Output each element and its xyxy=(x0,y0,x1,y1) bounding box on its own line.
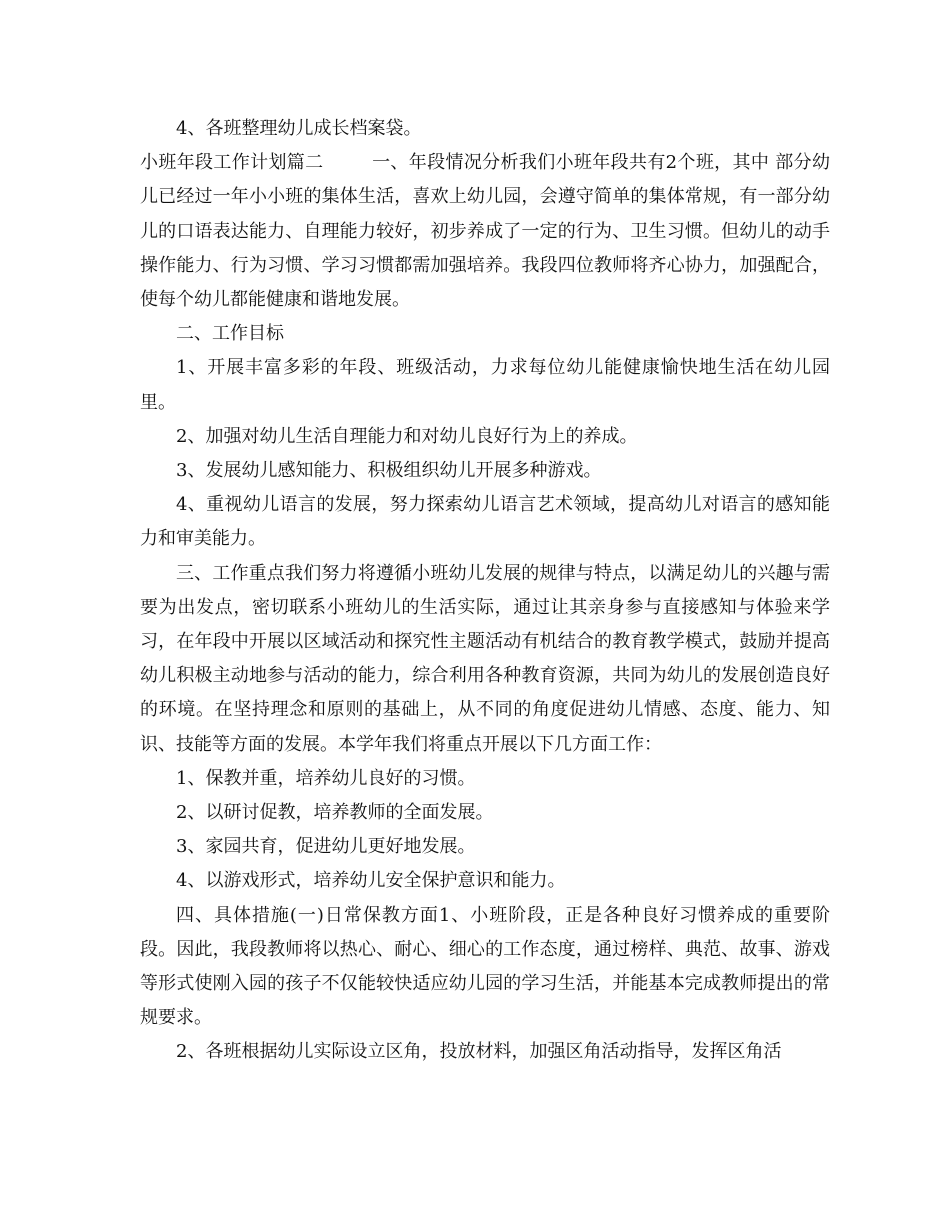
paragraph-focus-2: 2、以研讨促教，培养教师的全面发展。 xyxy=(176,802,494,824)
paragraph-goal-1: 1、开展丰富多彩的年段、班级活动，力求每位幼儿能健康愉快地生活在幼儿园里。 xyxy=(140,357,830,413)
paragraph-situation-analysis: 小班年段工作计划篇二 一、年段情况分析我们小班年段共有2个班，其中 部分幼儿已经过一年小小班的集体生活，喜欢上幼儿园，会遵守简单的集体常规，有一部分幼儿的口语表达能力、自理能力较好，初步养成了一定的行为、卫生习惯。但幼儿的动手操作能力、行为习惯、学习习惯都需加强培养。我段四位教师将齐心协力，加强配合，使每个幼儿都能健康和谐地发展。 xyxy=(140,152,830,311)
paragraph-goal-3: 3、发展幼儿感知能力、积极组织幼儿开展多种游戏。 xyxy=(176,460,602,482)
paragraph-goal-2: 2、加强对幼儿生活自理能力和对幼儿良好行为上的养成。 xyxy=(176,425,638,447)
paragraph-focus-1: 1、保教并重，培养幼儿良好的习惯。 xyxy=(176,767,476,789)
paragraph-focus-4: 4、以游戏形式，培养幼儿安全保护意识和能力。 xyxy=(176,870,566,892)
paragraph-growth-file: 4、各班整理幼儿成长档案袋。 xyxy=(176,118,422,139)
paragraph-goal-4: 4、重视幼儿语言的发展，努力探索幼儿语言艺术领域，提高幼儿对语言的感知能力和审美能力。 xyxy=(140,494,830,550)
heading-work-goals: 二、工作目标 xyxy=(176,323,284,345)
paragraph-work-focus: 三、工作重点我们努力将遵循小班幼儿发展的规律与特点，以满足幼儿的兴趣与需要为出发点，密切联系小班幼儿的生活实际，通过让其亲身参与直接感知与体验来学习，在年段中开展以区域活动和探究性主题活动有机结合的教育教学模式，鼓励并提高幼儿积极主动地参与活动的能力，综合利用各种教育资源，共同为幼儿的发展创造良好的环境。在坚持理念和原则的基础上，从不同的角度促进幼儿情感、态度、能力、知识、技能等方面的发展。本学年我们将重点开展以下几方面工作： xyxy=(140,562,830,755)
paragraph-measures-2: 2、各班根据幼儿实际设立区角，投放材料，加强区角活动指导，发挥区角活 xyxy=(176,1041,782,1063)
paragraph-focus-3: 3、家园共育，促进幼儿更好地发展。 xyxy=(176,836,476,858)
paragraph-measures: 四、具体措施(一)日常保教方面1、小班阶段，正是各种良好习惯养成的重要阶段。因此，我段教师将以热心、耐心、细心的工作态度，通过榜样、典范、故事、游戏等形式使刚入园的孩子不仅能较快适应幼儿园的学习生活，并能基本完成教师提出的常规要求。 xyxy=(140,904,830,1029)
